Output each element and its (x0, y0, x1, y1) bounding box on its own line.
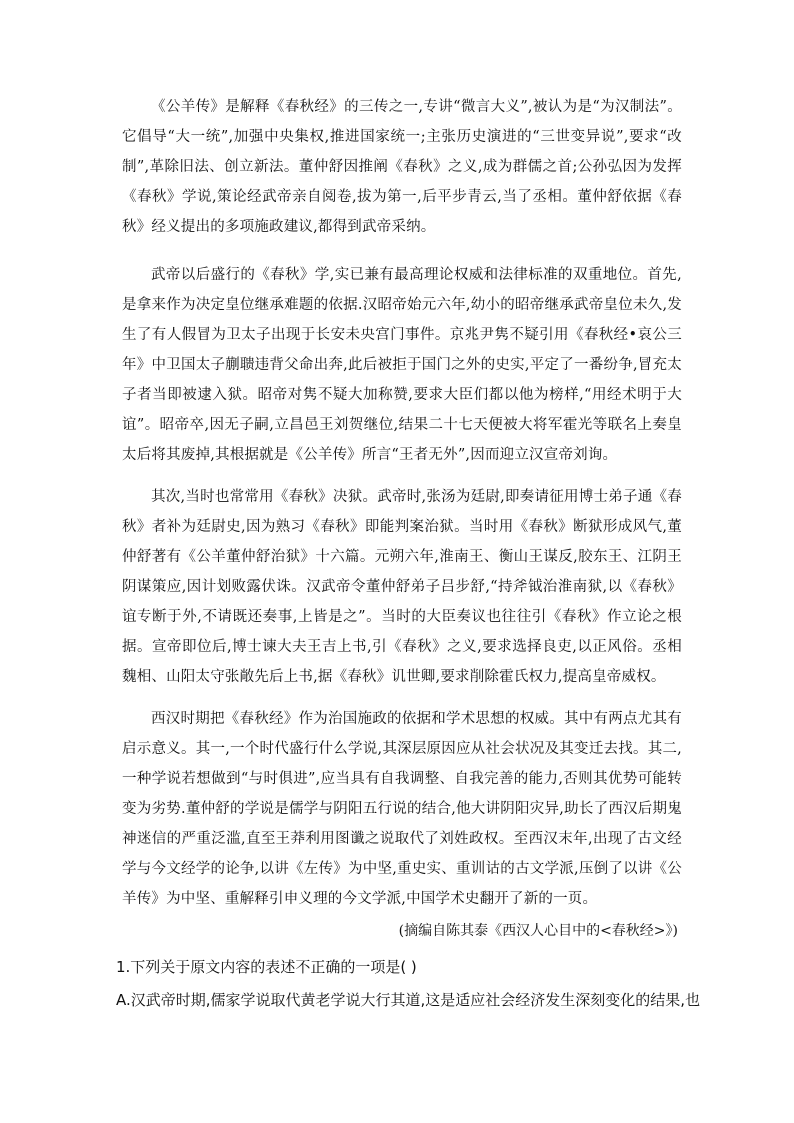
paragraph-3: 其次,当时也常常用《春秋》决狱。武帝时,张汤为廷尉,即奏请征用博士弟子通《春秋》者补为廷尉史,因为熟习《春秋》即能判案治狱。当时用《春秋》断狱形成风气,董仲舒著有《公羊董仲舒治狱》十六篇。元朔六年,淮南王、衡山王谋反,胶东王、江阴王阴谋策应,因计划败露伏诛。汉武帝令董仲舒弟子吕步舒,“持斧钺治淮南狱,以《春秋》谊专断于外,不请既还奏事,上皆是之”。当时的大臣奏议也往往引《春秋》作立论之根据。宣帝即位后,博士谏大夫王吉上书,引《春秋》之义,要求选择良吏,以正风俗。丞相魏相、山阳太守张敞先后上书,据《春秋》讥世卿,要求削除霍氏权力,提高皇帝威权。 (122, 489, 682, 685)
paragraph-2: 武帝以后盛行的《春秋》学,实已兼有最高理论权威和法律标准的双重地位。首先,是拿来作为决定皇位继承难题的依据.汉昭帝始元六年,幼小的昭帝继承武帝皇位未久,发生了有人假冒为卫太子出现于长安未央宫门事件。京兆尹隽不疑引用《春秋经•哀公三年》中卫国太子蒯聩违背父命出奔,此后被拒于国门之外的史实,平定了一番纷争,冒充太子者当即被逮入狱。昭帝对隽不疑大加称赞,要求大臣们都以他为榜样,“用经术明于大谊”。昭帝卒,因无子嗣,立昌邑王刘贺继位,结果二十七天便被大将军霍光等联名上奏皇太后将其废掉,其根据就是《公羊传》所言“王者无外”,因而迎立汉宣帝刘询。 (122, 267, 682, 463)
question-stem: 1.下列关于原文内容的表述不正确的一项是( ) (116, 958, 417, 976)
option-a: A.汉武帝时期,儒家学说取代黄老学说大行其道,这是适应社会经济发生深刻变化的结果,也 (116, 991, 701, 1009)
paragraph-4: 西汉时期把《春秋经》作为治国施政的依据和学术思想的权威。其中有两点尤其有启示意义。其一,一个时代盛行什么学说,其深层原因应从社会状况及其变迁去找。其二,一种学说若想做到“与时俱进”,应当具有自我调整、自我完善的能力,否则其优势可能转变为劣势.董仲舒的学说是儒学与阴阳五行说的结合,他大讲阴阳灾异,助长了西汉后期鬼神迷信的严重泛滥,直至王莽利用图谶之说取代了刘姓政权。至西汉末年,出现了古文经学与今文经学的论争,以讲《左传》为中坚,重史实、重训诂的古文学派,压倒了以讲《公羊传》为中坚、重解释引申义理的今文学派,中国学术史翻开了新的一页。 (122, 711, 682, 907)
paragraph-1: 《公羊传》是解释《春秋经》的三传之一,专讲“微言大义”,被认为是“为汉制法”。它倡导“大一统”,加强中央集权,推进国家统一;主张历史演进的“三世变异说”,要求“改制”,革除旧法、创立新法。董仲舒因推阐《春秋》之义,成为群儒之首;公孙弘因为发挥《春秋》学说,策论经武帝亲自阅卷,拔为第一,后平步青云,当了丞相。董仲舒依据《春秋》经义提出的多项施政建议,都得到武帝采纳。 (122, 99, 682, 235)
source-citation: (摘编自陈其泰《西汉人心目中的<春秋经>》) (398, 923, 678, 939)
